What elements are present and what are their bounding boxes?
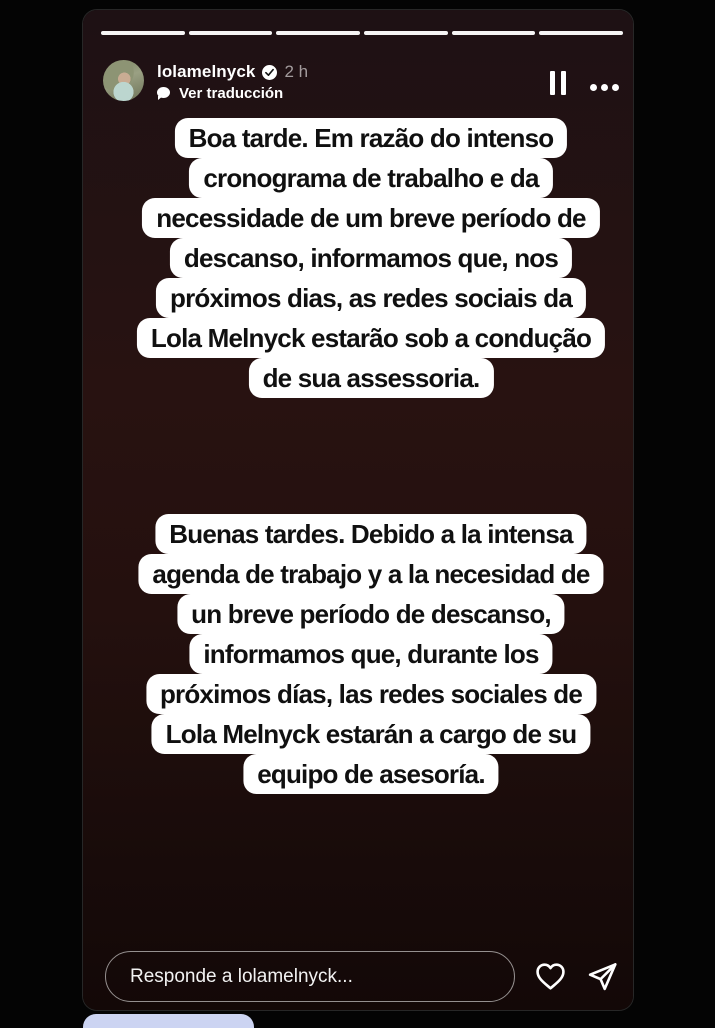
header-actions [550, 60, 619, 95]
progress-segment [189, 31, 273, 35]
story-header [103, 60, 619, 102]
sticker-line: próximos días, las redes sociales de [146, 674, 596, 714]
see-translation-label[interactable]: Ver traducción [179, 85, 284, 102]
sticker-line: de sua assessoria. [249, 358, 494, 398]
progress-segment [539, 31, 623, 35]
like-icon[interactable] [534, 960, 567, 993]
more-options-icon[interactable] [590, 75, 619, 91]
sticker-line: próximos dias, as redes sociais da [156, 278, 586, 318]
sticker-line: equipo de asesoría. [243, 754, 499, 794]
sticker-line: informamos que, durante los [189, 634, 552, 674]
sticker-line: agenda de trabajo y a la necesidad de [138, 554, 603, 594]
story-progress-bar [101, 31, 623, 35]
sticker-line: un breve período de descanso, [177, 594, 565, 634]
timestamp: 2 h [284, 62, 309, 81]
sticker-line: Boa tarde. Em razão do intenso [175, 118, 568, 158]
sticker-line: descanso, informamos que, nos [170, 238, 572, 278]
speech-bubble-icon [157, 87, 171, 100]
progress-segment [101, 31, 185, 35]
progress-segment [276, 31, 360, 35]
next-item-peek[interactable] [83, 1014, 254, 1028]
verified-badge-icon [262, 65, 277, 80]
sticker-line: cronograma de trabalho e da [189, 158, 552, 198]
reply-input[interactable] [105, 951, 515, 1002]
text-sticker-spanish [138, 514, 603, 794]
sticker-line: Lola Melnyck estarán a cargo de su [152, 714, 591, 754]
story-footer [105, 951, 619, 1002]
pause-icon[interactable] [550, 71, 566, 95]
sticker-line: necessidade de um breve período de [142, 198, 599, 238]
username[interactable]: lolamelnyck [157, 62, 256, 81]
progress-segment [452, 31, 536, 35]
text-sticker-portuguese [137, 118, 605, 398]
sticker-line: Buenas tardes. Debido a la intensa [155, 514, 586, 554]
progress-segment [364, 31, 448, 35]
header-texts [157, 60, 308, 102]
sticker-line: Lola Melnyck estarão sob a condução [137, 318, 605, 358]
translation-row[interactable] [157, 85, 308, 102]
avatar[interactable] [103, 60, 144, 101]
story-card[interactable] [83, 10, 633, 1010]
share-icon[interactable] [586, 960, 619, 993]
